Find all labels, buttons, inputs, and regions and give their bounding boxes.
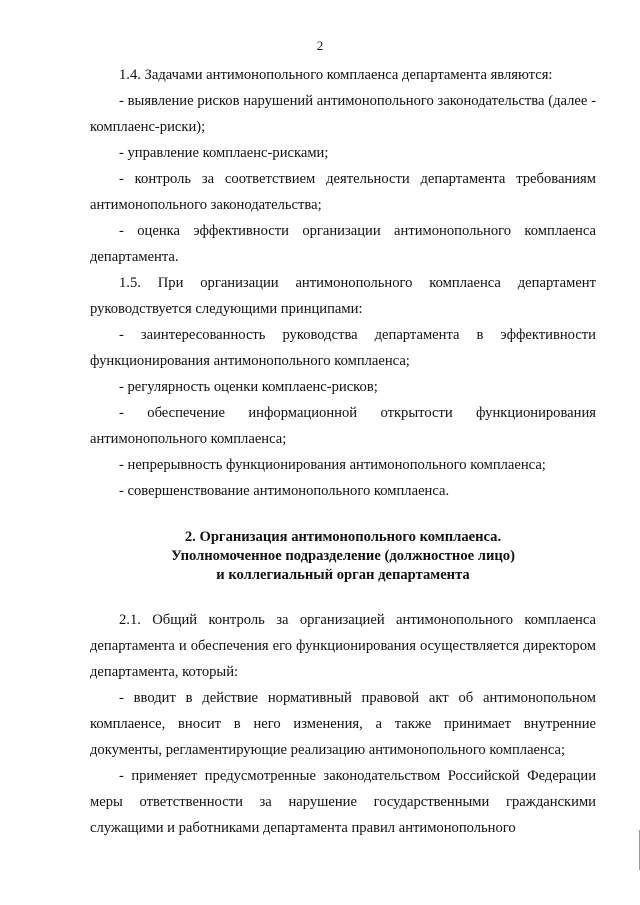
list-item-effectiveness-assessment: - оценка эффективности организации антимонопольного комплаенса департамента. bbox=[90, 223, 596, 265]
paragraph-1-4: 1.4. Задачами антимонопольного комплаенса департамента являются: bbox=[119, 67, 553, 83]
section-heading-line-1: 2. Организация антимонопольного комплаенса. bbox=[184, 529, 502, 545]
section-heading-line-3: и коллегиальный орган департамента bbox=[216, 567, 470, 583]
list-item-risk-detection: - выявление рисков нарушений антимонопольного законодательства (далее - комплаенс-риски); bbox=[90, 93, 596, 135]
list-item-continuity: - непрерывность функционирования антимонопольного комплаенса; bbox=[119, 457, 546, 473]
document-body bbox=[90, 62, 596, 841]
list-item-regular-assessment: - регулярность оценки комплаенс-рисков; bbox=[119, 379, 378, 395]
list-item-compliance-control: - контроль за соответствием деятельности департамента требованиям антимонопольного законодательства; bbox=[90, 171, 596, 213]
paragraph-1-5: 1.5. При организации антимонопольного комплаенса департамент руководствуется следующими принципами: bbox=[90, 275, 596, 317]
list-item-information-openness: - обеспечение информационной открытости функционирования антимонопольного комплаенса; bbox=[90, 405, 596, 447]
list-item-introduces-act: - вводит в действие нормативный правовой акт об антимонопольном комплаенсе, вносит в него изменения, а также принимает внутренние документы, регламентирующие реализацию антимонопольного комплаенса; bbox=[90, 690, 596, 758]
paragraph-2-1: 2.1. Общий контроль за организацией антимонопольного комплаенса департамента и обеспечения его функционирования осуществляется директором департамента, который: bbox=[90, 612, 596, 680]
page-number: 2 bbox=[316, 38, 324, 53]
list-item-applies-measures: - применяет предусмотренные законодательством Российской Федерации меры ответственности за нарушение государственными гражданскими служащими и работниками департамента правил антимонопольного bbox=[90, 768, 596, 836]
list-item-improvement: - совершенствование антимонопольного комплаенса. bbox=[119, 483, 450, 499]
list-item-risk-management: - управление комплаенс-рисками; bbox=[119, 145, 329, 161]
section-heading-line-2: Уполномоченное подразделение (должностное лицо) bbox=[171, 548, 515, 564]
section-heading bbox=[90, 528, 596, 585]
list-item-management-interest: - заинтересованность руководства департамента в эффективности функционирования антимонопольного комплаенса; bbox=[90, 327, 596, 369]
